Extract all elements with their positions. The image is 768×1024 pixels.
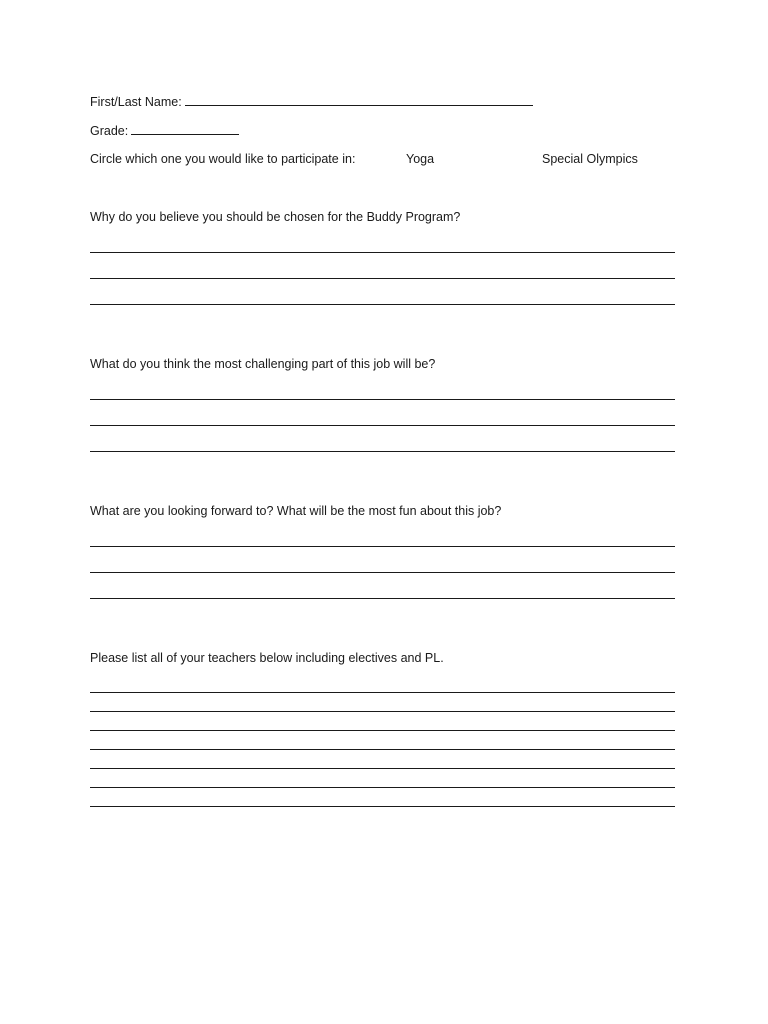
answer-line[interactable]: [90, 768, 675, 769]
answer-line[interactable]: [90, 278, 675, 279]
answer-line[interactable]: [90, 787, 675, 788]
grade-label: Grade:: [90, 124, 129, 138]
option-special-olympics[interactable]: Special Olympics: [542, 152, 638, 166]
circle-row: [90, 151, 355, 167]
answer-line[interactable]: [90, 399, 675, 400]
answer-line[interactable]: [90, 711, 675, 712]
question-1: Why do you believe you should be chosen for the Buddy Program?: [90, 210, 461, 224]
circle-label: Circle which one you would like to participate in:: [90, 152, 356, 166]
answer-line[interactable]: [90, 546, 675, 547]
answer-line[interactable]: [90, 598, 675, 599]
question-3: What are you looking forward to? What will be the most fun about this job?: [90, 504, 502, 518]
grade-row: [90, 122, 239, 139]
answer-line[interactable]: [90, 572, 675, 573]
answer-line[interactable]: [90, 806, 675, 807]
answer-line[interactable]: [90, 730, 675, 731]
answer-line[interactable]: [90, 451, 675, 452]
question-4: Please list all of your teachers below including electives and PL.: [90, 651, 444, 665]
name-row: [90, 93, 533, 110]
name-label: First/Last Name:: [90, 95, 182, 109]
answer-line[interactable]: [90, 749, 675, 750]
name-blank[interactable]: [185, 93, 533, 106]
option-yoga[interactable]: Yoga: [406, 152, 435, 166]
question-2: What do you think the most challenging part of this job will be?: [90, 357, 436, 371]
answer-line[interactable]: [90, 252, 675, 253]
answer-line[interactable]: [90, 425, 675, 426]
grade-blank[interactable]: [131, 122, 239, 135]
answer-line[interactable]: [90, 304, 675, 305]
answer-line[interactable]: [90, 692, 675, 693]
